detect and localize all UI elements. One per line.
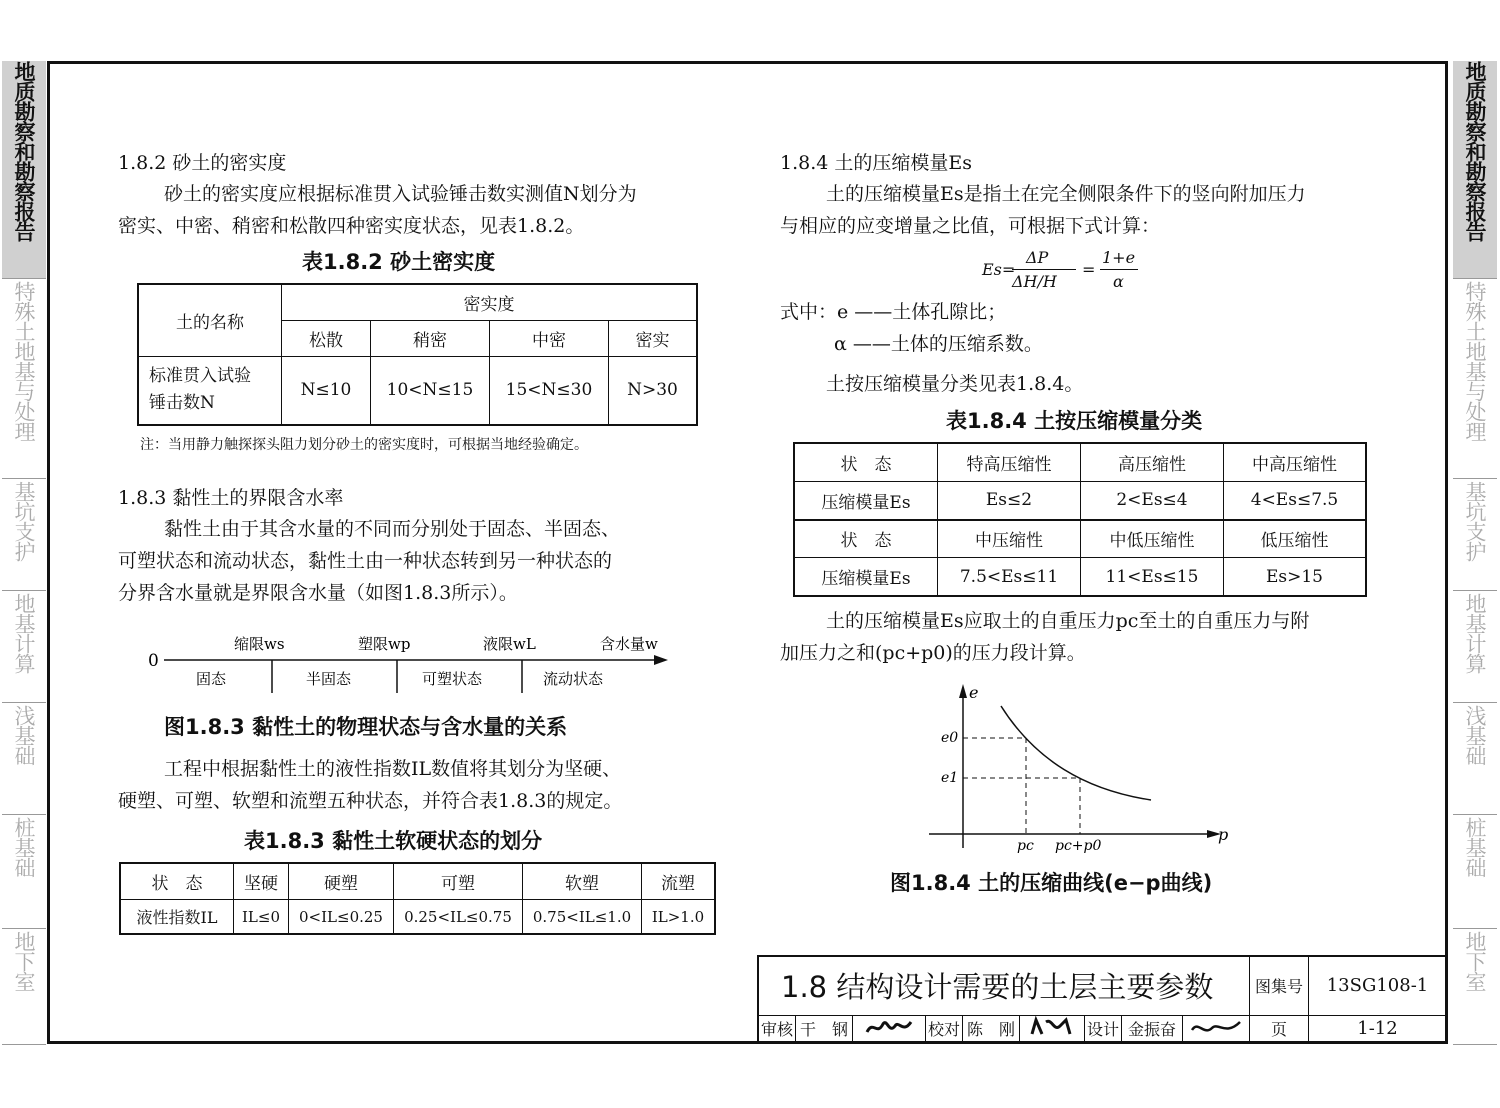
side-tab-label: 地下室 <box>1463 931 1487 991</box>
table-cell: 15<N≤30 <box>490 356 609 425</box>
table-header-cell: 可塑 <box>394 863 523 900</box>
title-block <box>757 955 1448 1044</box>
side-tab-foundation-calc[interactable] <box>2 593 46 703</box>
axis-arrow <box>654 655 668 665</box>
table-header-cell: 中压缩性 <box>938 520 1081 558</box>
table-cell: IL≤0 <box>234 900 289 934</box>
table-cell: 10<N≤15 <box>371 356 490 425</box>
section-1-8-4-text: 与相应的应变增量之比值，可根据下式计算： <box>780 215 1161 237</box>
section-1-8-3-text: 黏性土由于其含水量的不同而分别处于固态、半固态、 <box>164 518 621 540</box>
table-cell: 0<IL≤0.25 <box>289 900 394 934</box>
review-name: 干 钢 <box>796 1015 853 1043</box>
formula-compression-modulus <box>982 250 1142 296</box>
table-cell: 0.75<IL≤1.0 <box>523 900 642 934</box>
section-1-8-4-text: 加压力之和(pc+p0)的压力段计算。 <box>780 642 1086 664</box>
section-1-8-3-text: 工程中根据黏性土的液性指数IL数值将其划分为坚硬、 <box>164 758 622 780</box>
atlas-number: 13SG108-1 <box>1309 956 1448 1015</box>
formula-where-e: 式中：e ——土体孔隙比； <box>780 301 1007 323</box>
pc-p0-label: pc+p0 <box>1055 838 1102 854</box>
table-header-cell: 高压缩性 <box>1081 443 1224 481</box>
side-tab-foundation-calc[interactable] <box>1453 593 1497 703</box>
formula-equals: = <box>1082 260 1096 279</box>
table-row-label: 压缩模量Es <box>794 558 938 596</box>
side-tab-label: 基坑支护 <box>12 481 36 561</box>
formula-denominator: α <box>1113 272 1124 291</box>
table-1-8-3-caption: 表1.8.3 黏性土软硬状态的划分 <box>244 829 543 853</box>
signature-icon <box>1026 1016 1078 1038</box>
pc-label: pc <box>1017 838 1034 854</box>
table-header-cell: 坚硬 <box>234 863 289 900</box>
table-1-8-4-caption: 表1.8.4 土按压缩模量分类 <box>946 409 1203 433</box>
side-tab-geological-survey[interactable] <box>1453 61 1497 279</box>
table-cell: N>30 <box>609 356 698 425</box>
table-header-cell: 中低压缩性 <box>1081 520 1224 558</box>
side-tab-label: 特殊土地基与处理 <box>1463 281 1487 441</box>
table-cell: 2<Es≤4 <box>1081 481 1224 519</box>
table-header-cell: 中密 <box>490 320 609 356</box>
y-axis-label: e <box>969 683 979 702</box>
table-header-cell: 密实 <box>609 320 698 356</box>
table-1-8-2 <box>137 283 698 426</box>
formula-fraction-bar <box>1100 269 1138 270</box>
formula-where-alpha: α ——土体的压缩系数。 <box>834 333 1043 355</box>
table-1-8-3 <box>119 862 716 935</box>
review-label: 审核 <box>758 1015 796 1043</box>
side-tab-shallow-foundation[interactable] <box>2 705 46 815</box>
table-cell: 4<Es≤7.5 <box>1224 481 1367 519</box>
side-tab-label: 基坑支护 <box>1463 481 1487 561</box>
check-label: 校对 <box>926 1015 963 1043</box>
section-1-8-4-text: 土的压缩模量Es是指土在完全侧限条件下的竖向附加压力 <box>826 183 1306 205</box>
page-label: 页 <box>1250 1015 1309 1043</box>
side-tab-label: 地基计算 <box>1463 593 1487 673</box>
section-1-8-2-text: 密实、中密、稍密和松散四种密实度状态，见表1.8.2。 <box>118 215 585 237</box>
design-name: 金振奋 <box>1122 1015 1183 1043</box>
axis-zero-label: 0 <box>148 651 159 671</box>
table-row-label: 液性指数IL <box>120 900 234 934</box>
signature-icon <box>1186 1016 1246 1038</box>
side-tab-label: 桩基础 <box>1463 817 1487 877</box>
side-tab-pile-foundation[interactable] <box>1453 817 1497 929</box>
design-signature <box>1183 1015 1250 1043</box>
table-row-label <box>138 356 282 425</box>
side-tab-label: 地基计算 <box>12 593 36 673</box>
section-1-8-4-text: 土的压缩模量Es应取土的自重压力pc至土的自重压力与附 <box>826 610 1310 632</box>
table-1-8-4 <box>793 442 1367 597</box>
section-1-8-4-heading: 1.8.4 土的压缩模量Es <box>780 152 973 174</box>
table-header-density: 密实度 <box>282 284 698 320</box>
table-header-cell: 中高压缩性 <box>1224 443 1367 481</box>
side-tab-foundation-pit[interactable] <box>2 481 46 591</box>
label-plastic-limit: 塑限wp <box>358 635 411 653</box>
side-tab-label: 地质勘察和勘察报告 <box>1463 61 1487 241</box>
table-header-cell: 状 态 <box>120 863 234 900</box>
table-cell: N≤10 <box>282 356 371 425</box>
side-tab-label: 特殊土地基与处理 <box>12 281 36 441</box>
state-solid: 固态 <box>196 670 227 688</box>
y-axis-arrow <box>959 684 967 698</box>
table-header-cell: 硬塑 <box>289 863 394 900</box>
table-header-cell: 软塑 <box>523 863 642 900</box>
drawing-title: 1.8 结构设计需要的土层主要参数 <box>758 956 1250 1015</box>
table-cell: 0.25<IL≤0.75 <box>394 900 523 934</box>
row-label-line: 标准贯入试验 <box>149 366 251 387</box>
table-header-cell: 特高压缩性 <box>938 443 1081 481</box>
table-row-label: 压缩模量Es <box>794 481 938 519</box>
side-tab-label: 桩基础 <box>12 817 36 877</box>
section-1-8-3-heading: 1.8.3 黏性土的界限含水率 <box>118 487 344 509</box>
state-flowing: 流动状态 <box>543 670 604 688</box>
table-1-8-2-note: 注：当用静力触探探头阻力划分砂土的密实度时，可根据当地经验确定。 <box>140 437 588 453</box>
x-axis-label: p <box>1218 825 1229 844</box>
formula-denominator: ΔH/H <box>1012 272 1057 291</box>
side-tab-label: 浅基础 <box>1463 705 1487 765</box>
check-signature <box>1020 1015 1085 1043</box>
side-tab-foundation-pit[interactable] <box>1453 481 1497 591</box>
side-tab-label: 浅基础 <box>12 705 36 765</box>
formula-numerator: 1+e <box>1102 248 1136 267</box>
section-1-8-3-text: 可塑状态和流动状态，黏性土由一种状态转到另一种状态的 <box>118 550 613 572</box>
side-tab-label: 地下室 <box>12 931 36 991</box>
side-tab-basement[interactable] <box>1453 931 1497 1045</box>
label-shrinkage-limit: 缩限ws <box>234 635 285 653</box>
figure-1-8-4 <box>925 680 1235 858</box>
table-cell: 7.5<Es≤11 <box>938 558 1081 596</box>
row-label-line: 锤击数N <box>149 393 215 414</box>
table-header-cell: 松散 <box>282 320 371 356</box>
formula-lhs: Es= <box>982 260 1016 279</box>
state-plastic: 可塑状态 <box>422 670 483 688</box>
table-header-cell: 流塑 <box>642 863 716 900</box>
side-tab-special-soil[interactable] <box>1453 281 1497 479</box>
label-water-content: 含水量w <box>600 635 658 653</box>
check-name: 陈 刚 <box>963 1015 1020 1043</box>
compression-curve <box>1001 706 1151 800</box>
section-1-8-2-text: 砂土的密实度应根据标准贯入试验锤击数实测值N划分为 <box>164 183 637 205</box>
side-tab-label: 地质勘察和勘察报告 <box>12 61 36 241</box>
figure-1-8-4-caption: 图1.8.4 土的压缩曲线(e−p曲线) <box>890 871 1213 895</box>
figure-1-8-3 <box>140 625 680 700</box>
side-tab-geological-survey[interactable] <box>2 61 46 279</box>
signature-icon <box>859 1016 919 1038</box>
section-1-8-3-text: 硬塑、可塑、软塑和流塑五种状态，并符合表1.8.3的规定。 <box>118 790 623 812</box>
table-header-cell: 低压缩性 <box>1224 520 1367 558</box>
design-label: 设计 <box>1085 1015 1122 1043</box>
e0-label: e0 <box>941 730 959 746</box>
state-semi-solid: 半固态 <box>306 670 352 688</box>
atlas-number-label: 图集号 <box>1250 956 1309 1015</box>
table-cell: 11<Es≤15 <box>1081 558 1224 596</box>
section-1-8-4-text: 土按压缩模量分类见表1.8.4。 <box>826 373 1084 395</box>
e1-label: e1 <box>941 770 959 786</box>
table-cell: IL>1.0 <box>642 900 716 934</box>
table-header-cell: 状 态 <box>794 443 938 481</box>
side-tab-shallow-foundation[interactable] <box>1453 705 1497 815</box>
label-liquid-limit: 液限wL <box>483 635 536 653</box>
table-cell: Es≤2 <box>938 481 1081 519</box>
table-1-8-2-caption: 表1.8.2 砂土密实度 <box>302 250 496 274</box>
table-header-cell: 稍密 <box>371 320 490 356</box>
table-header-cell: 状 态 <box>794 520 938 558</box>
figure-1-8-3-caption: 图1.8.3 黏性土的物理状态与含水量的关系 <box>164 715 568 739</box>
side-tab-basement[interactable] <box>2 931 46 1045</box>
formula-numerator: ΔP <box>1026 248 1049 267</box>
page-number: 1-12 <box>1309 1015 1448 1043</box>
review-signature <box>853 1015 926 1043</box>
side-tab-special-soil[interactable] <box>2 281 46 479</box>
table-cell: Es>15 <box>1224 558 1367 596</box>
formula-fraction-bar <box>1012 269 1076 270</box>
side-tab-pile-foundation[interactable] <box>2 817 46 929</box>
table-header-soil-name: 土的名称 <box>138 284 282 356</box>
section-1-8-2-heading: 1.8.2 砂土的密实度 <box>118 152 287 174</box>
section-1-8-3-text: 分界含水量就是界限含水量（如图1.8.3所示）。 <box>118 582 518 604</box>
